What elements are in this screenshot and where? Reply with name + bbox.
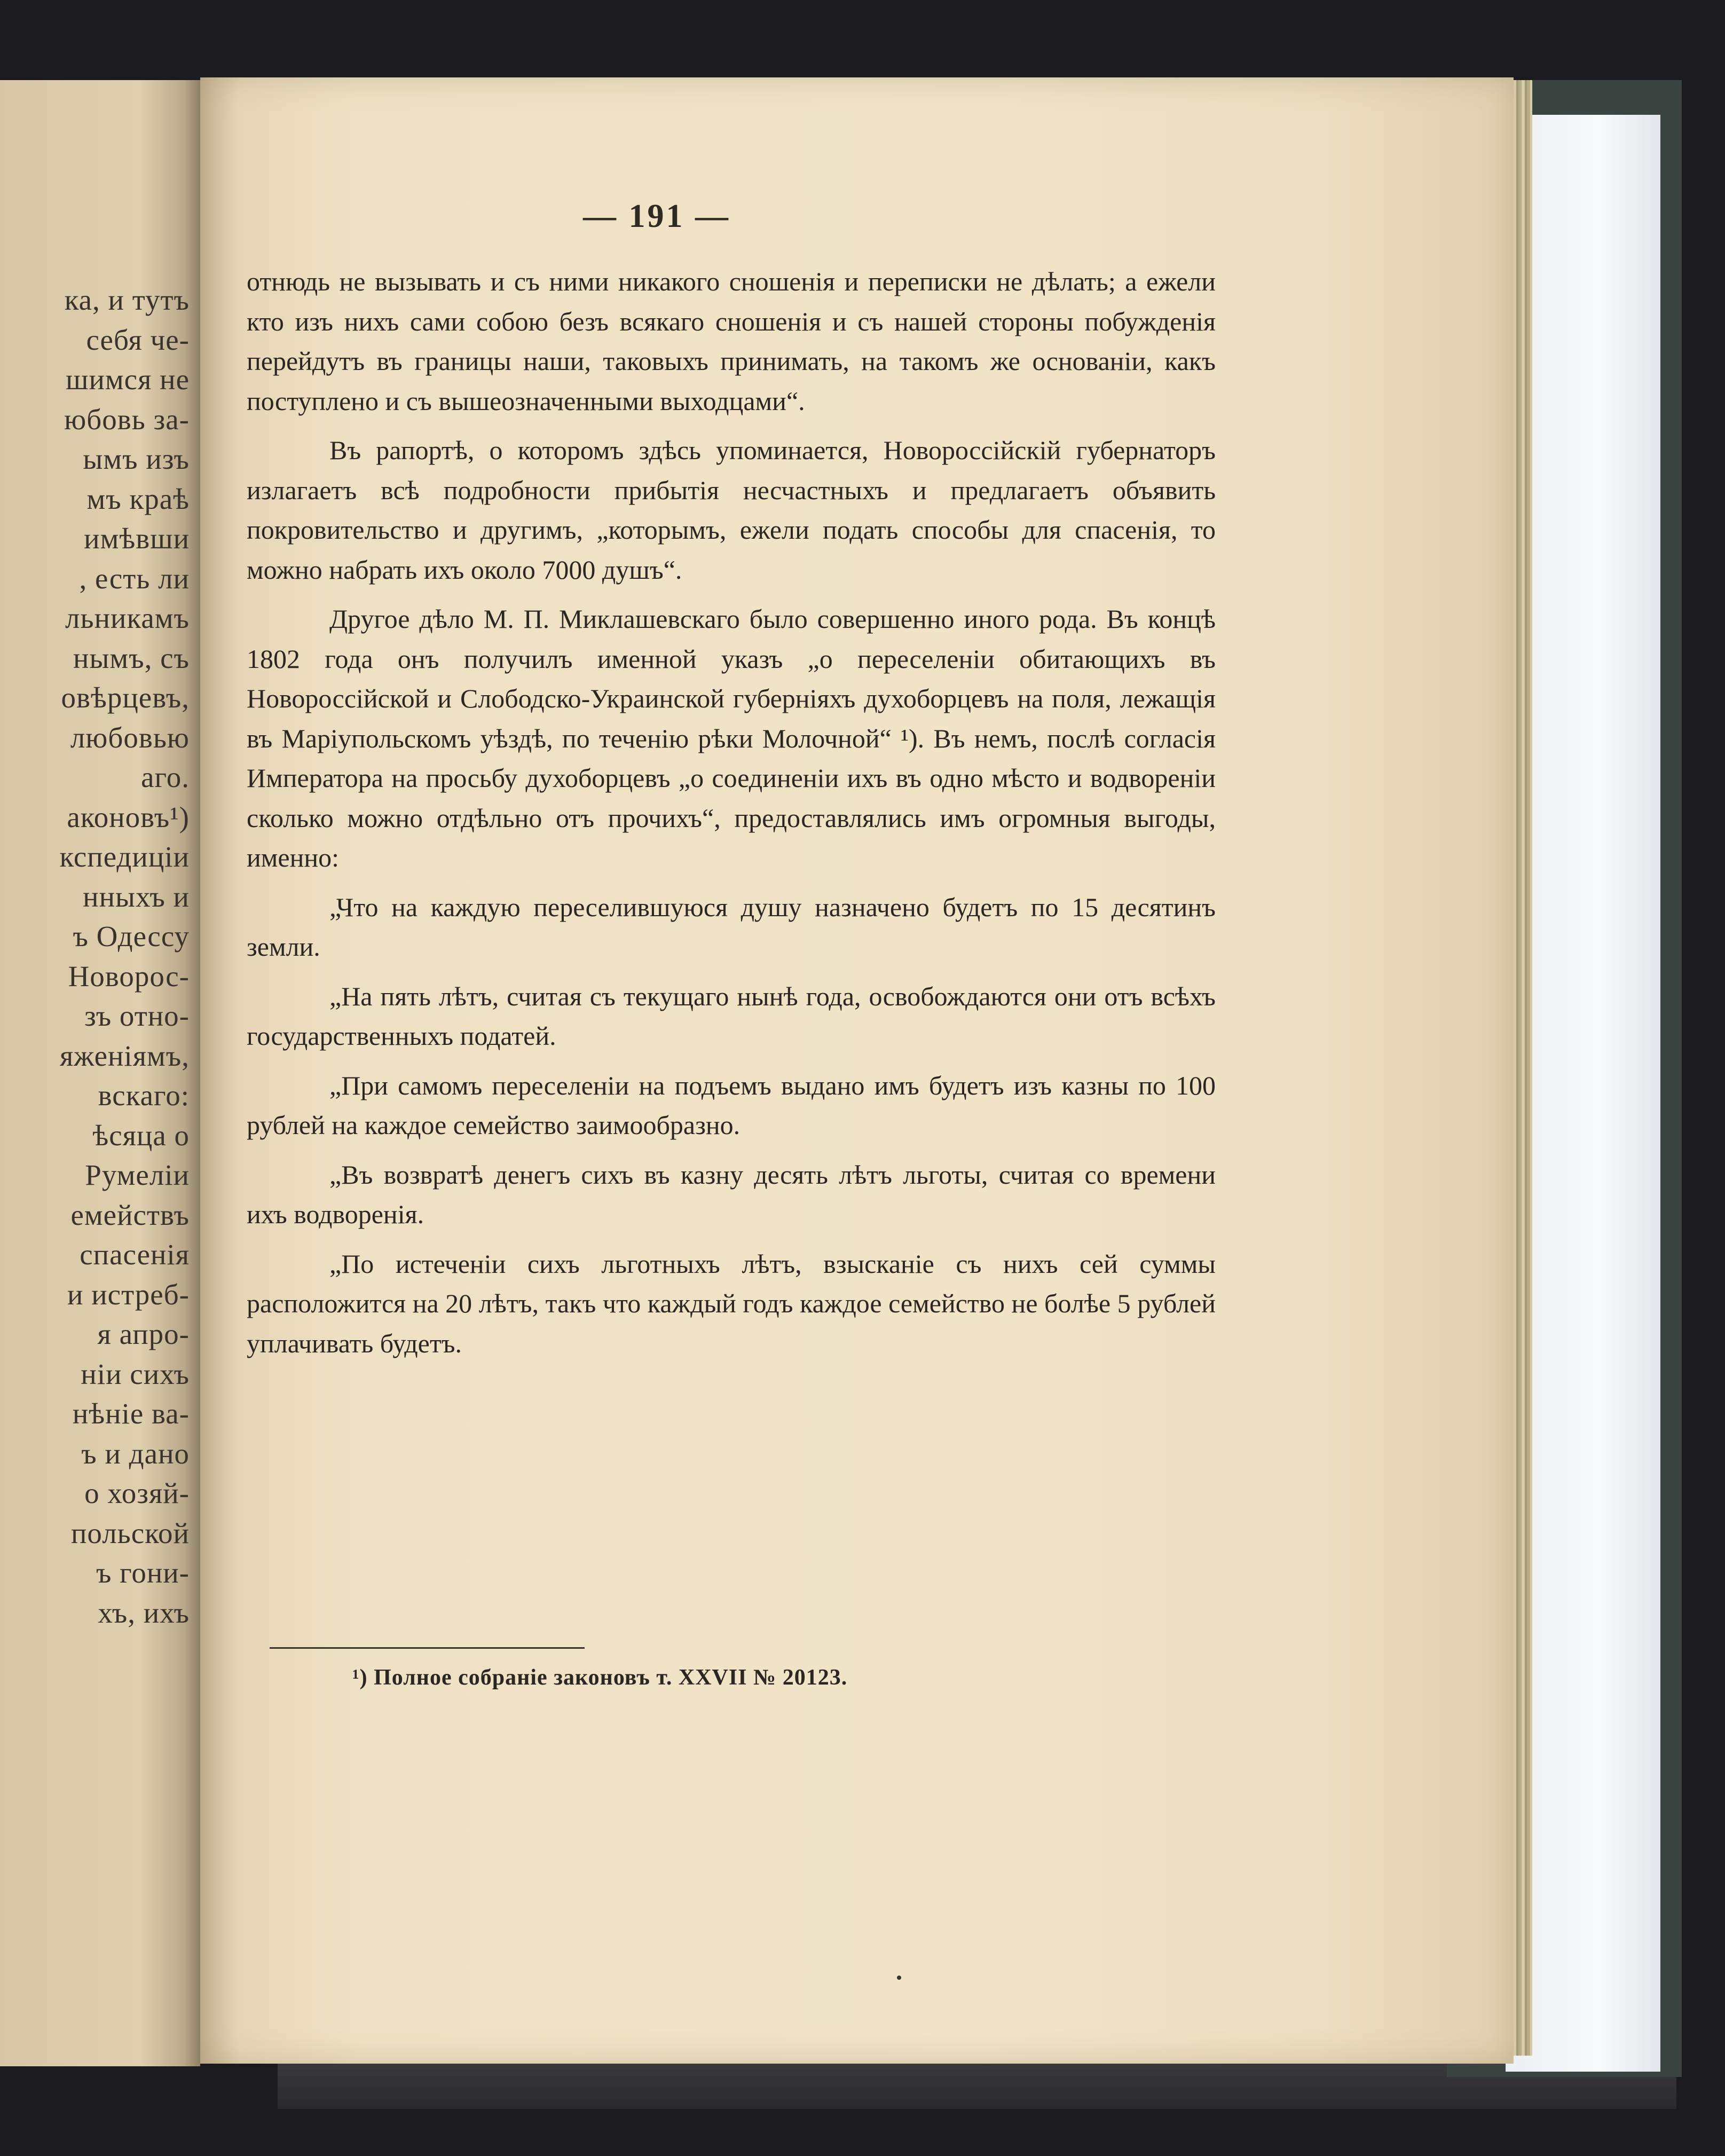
left-page-line: ъ Одессу	[73, 920, 190, 953]
left-page-line: имѣвши	[84, 522, 190, 555]
left-page-text-fragments	[0, 80, 190, 2066]
left-page-line: аконовъ¹)	[67, 800, 190, 833]
left-page-line: ка, и тутъ	[64, 284, 190, 316]
left-page-line: яженіямъ,	[60, 1039, 190, 1072]
left-page-line: ѣсяца о	[92, 1119, 190, 1152]
left-page-line: ъ и дано	[81, 1437, 190, 1470]
left-page-line: емействъ	[70, 1198, 190, 1231]
left-page-line: хъ, ихъ	[98, 1596, 190, 1629]
left-page-line: польской	[70, 1516, 190, 1549]
left-page-line: зъ отно-	[84, 1000, 190, 1032]
footnote-rule	[270, 1647, 585, 1649]
left-page-line: овѣрцевъ,	[61, 681, 190, 714]
footnote: ¹) Полное собраніе законовъ т. XXVII № 20123.	[352, 1665, 848, 1690]
left-page-line: , есть ли	[79, 562, 190, 595]
left-page-line: ъ гони-	[96, 1556, 190, 1589]
left-page-line: ніи сихъ	[81, 1357, 190, 1390]
left-page-line: льникамъ	[65, 602, 190, 634]
left-page-line: любовью	[70, 721, 190, 754]
left-page-line: Румеліи	[85, 1159, 190, 1191]
left-page-line: кспедиціи	[59, 840, 190, 873]
paragraph: „При самомъ переселеніи на подъемъ выдано имъ будетъ изъ казны по 100 рублей на каждое семейство заимообразно.	[247, 1070, 1216, 1140]
left-page-line: нныхъ и	[83, 880, 190, 913]
left-page-line: вскаго:	[98, 1079, 190, 1112]
left-page-line: шимся не	[66, 363, 190, 396]
paragraph: Другое дѣло М. П. Миклашевскаго было совершенно иного рода. Въ концѣ 1802 года онъ получилъ именной указъ „о переселеніи обитающихъ въ Новороссійской и Слободско-Украинской губерніяхъ духоборцевъ на поля, лежащія въ Маріупольскомъ уѣздѣ, по теченію рѣки Молочной“ ¹). Въ немъ, послѣ согласія Императора на просьбу духоборцевъ „о соединеніи ихъ въ одно мѣсто и водвореніи сколько можно отдѣльно отъ прочихъ“, предоставлялись имъ огромныя выгоды, именно:	[247, 604, 1216, 872]
left-page-line: аго.	[141, 761, 190, 793]
left-page-line: ымъ изъ	[83, 443, 190, 475]
paper-speck	[897, 1976, 901, 1980]
paragraph: „Что на каждую переселившуюся душу назначено будетъ по 15 десятинъ земли.	[247, 892, 1216, 962]
left-page-line: я апро-	[97, 1318, 190, 1350]
left-page-line: о хозяй-	[84, 1477, 190, 1509]
paragraph: „На пять лѣтъ, считая съ текущаго нынѣ года, освобождаются они отъ всѣхъ государственныхъ податей.	[247, 981, 1216, 1051]
paragraph: „Въ возвратѣ денегъ сихъ въ казну десять лѣтъ льготы, считая со времени ихъ водворенія.	[247, 1159, 1216, 1229]
left-page	[0, 80, 200, 2066]
left-page-line: себя че-	[86, 323, 190, 356]
left-page-line: нымъ, съ	[73, 641, 190, 674]
page-number: — 191 —	[583, 198, 730, 234]
main-text-block	[247, 262, 1216, 1373]
paragraph: „По истеченіи сихъ льготныхъ лѣтъ, взысканіе съ нихъ сей суммы расположится на 20 лѣтъ, такъ что каждый годъ каждое семейство не болѣе 5 рублей уплачивать будетъ.	[247, 1248, 1216, 1358]
left-page-line: юбовь за-	[64, 403, 190, 436]
left-page-line: Новорос-	[68, 959, 190, 993]
left-page-line: нѣніе ва-	[72, 1397, 190, 1430]
left-page-line: мъ краѣ	[86, 482, 190, 515]
paragraph: Въ рапортѣ, о которомъ здѣсь упоминается, Новороссійскій губернаторъ излагаетъ всѣ подробности прибытія несчастныхъ и предлагаетъ объявить покровительство и другимъ, „которымъ, ежели подать способы для спасенія, то можно набрать ихъ около 7000 душъ“.	[247, 435, 1216, 585]
paragraph: отнюдь не вызывать и съ ними никакого сношенія и переписки не дѣлать; а ежели кто изъ нихъ сами собою безъ всякаго сношенія и съ нашей стороны побужденія перейдутъ въ границы наши, таковыхъ принимать, на такомъ же основаніи, какъ поступлено и съ вышеозначенными выходцами“.	[247, 266, 1216, 416]
left-page-line: и истреб-	[67, 1278, 190, 1311]
left-page-line: спасенія	[80, 1238, 190, 1271]
